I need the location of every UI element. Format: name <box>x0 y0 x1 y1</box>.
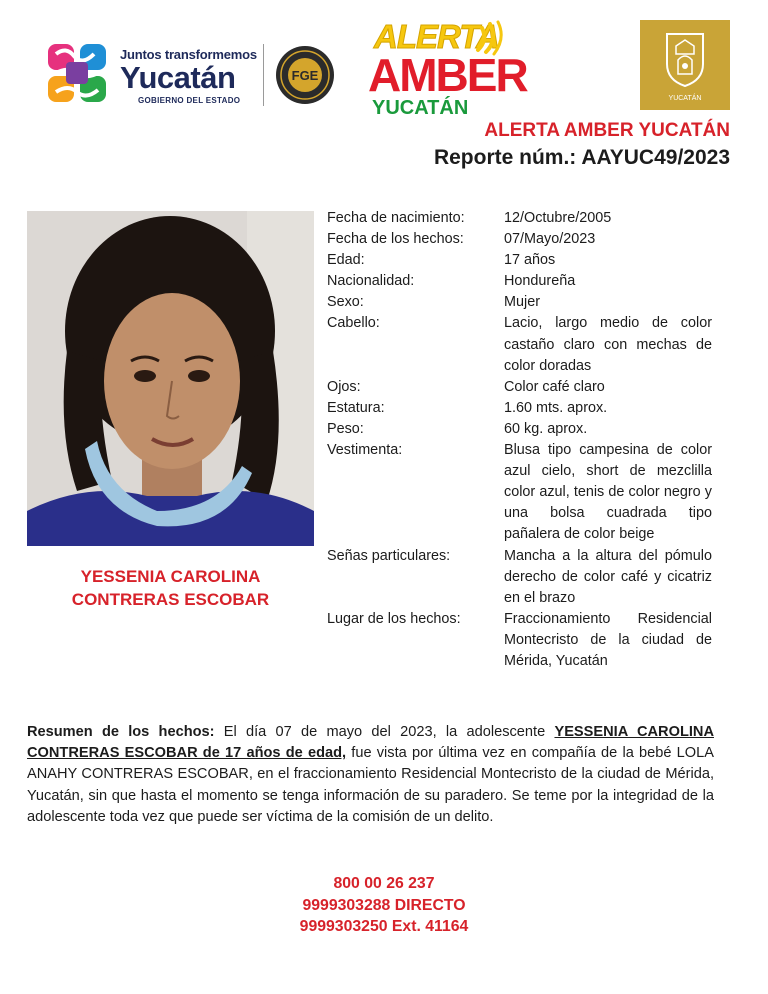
detail-row-eyes <box>327 377 712 398</box>
yucatan-government-logo-icon <box>44 40 110 106</box>
summary-label: Resumen de los hechos: <box>27 724 215 740</box>
amber-logo-main: AMBER <box>368 49 527 101</box>
detail-value: 1.60 mts. aprox. <box>504 399 608 416</box>
detail-label: Señas particulares: <box>327 547 451 564</box>
fge-seal-icon <box>275 45 335 105</box>
summary-emphasis: YESSENIA CAROLINA CONTRERAS ESCOBAR de 17 años de edad, <box>27 724 714 762</box>
detail-label: Fecha de nacimiento: <box>327 210 465 226</box>
summary-text-1: El día 07 de mayo del 2023, la adolescente <box>214 724 555 740</box>
detail-label: Edad: <box>327 252 365 269</box>
gov-subtitle: GOBIERNO DEL ESTADO <box>138 96 241 105</box>
contact-extension: 9999303250 Ext. 41164 <box>299 918 469 935</box>
detail-row-location <box>327 609 712 672</box>
amber-logo-top: ALERTA <box>374 18 499 55</box>
detail-row-age <box>327 250 712 271</box>
detail-label: Cabello: <box>327 315 380 332</box>
shield-label: YUCATÁN <box>668 95 702 102</box>
detail-label: Sexo: <box>327 294 364 311</box>
detail-row-birthdate <box>327 208 712 229</box>
detail-value: Color café claro <box>504 378 605 395</box>
detail-label: Ojos: <box>327 378 361 395</box>
person-photo <box>27 211 314 546</box>
report-number: Reporte núm.: AAYUC49/2023 <box>433 146 730 169</box>
detail-label: Peso: <box>327 420 364 437</box>
detail-value: Mujer <box>504 294 540 311</box>
detail-label: Nacionalidad: <box>327 273 415 290</box>
detail-value: 60 kg. aprox. <box>504 420 588 437</box>
signal-waves-icon <box>474 20 504 56</box>
alert-title: ALERTA AMBER YUCATÁN <box>484 120 730 141</box>
detail-label: Fecha de los hechos: <box>327 231 464 248</box>
detail-value: 17 años <box>504 252 556 269</box>
fge-label: FGE <box>291 68 319 83</box>
gov-name: Yucatán <box>120 60 236 95</box>
amber-logo-bottom: YUCATÁN <box>372 97 469 119</box>
contact-numbers <box>0 873 768 938</box>
detail-value: Mancha a la altura del pómulo derecho de color café y cicatriz en el brazo <box>504 547 712 606</box>
detail-row-height <box>327 398 712 419</box>
contact-direct: 9999303288 DIRECTO <box>302 896 466 914</box>
detail-value: 12/Octubre/2005 <box>504 210 612 226</box>
detail-row-weight <box>327 419 712 440</box>
detail-value: Fraccionamiento Residencial Montecristo de la ciudad de Mérida, Yucatán <box>504 610 712 669</box>
summary-text-2: fue vista por última vez en compañía de la bebé LOLA ANAHY CONTRERAS ESCOBAR, en el fraccionamiento Residencial Montecristo de la ciudad de Mérida, Yucatán, sin que hasta el momento se tenga información de su paradero. Se teme por la integridad de la adolescente toda vez que puede ser víctima de la comisión de un delito. <box>27 745 714 825</box>
government-wordmark <box>120 48 257 105</box>
gov-tagline: Juntos transformemos <box>120 47 257 62</box>
detail-value: 07/Mayo/2023 <box>504 231 596 248</box>
person-name-line2: CONTRERAS ESCOBAR <box>71 590 270 609</box>
summary-paragraph <box>27 722 714 828</box>
person-name <box>27 565 314 611</box>
detail-row-event-date <box>327 229 712 250</box>
contact-hotline: 800 00 26 237 <box>333 875 435 892</box>
detail-value: Blusa tipo campesina de color azul cielo, short de mezclilla color azul, tenis de color negro y una bolsa cuadrada tipo pañalera de color beige <box>504 442 712 543</box>
yucatan-shield-icon <box>640 20 730 110</box>
detail-row-clothing <box>327 440 712 545</box>
detail-label: Vestimenta: <box>327 442 403 459</box>
detail-row-nationality <box>327 271 712 292</box>
detail-row-hair <box>327 313 712 376</box>
person-name-line1: YESSENIA CAROLINA <box>80 567 261 586</box>
detail-value: Lacio, largo medio de color castaño claro con mechas de color doradas <box>504 315 712 374</box>
detail-row-sex <box>327 292 712 313</box>
logo-divider <box>263 44 264 106</box>
details-table <box>327 208 712 672</box>
detail-row-marks <box>327 546 712 609</box>
detail-value: Hondureña <box>504 273 576 290</box>
detail-label: Lugar de los hechos: <box>327 610 461 627</box>
detail-label: Estatura: <box>327 399 385 416</box>
